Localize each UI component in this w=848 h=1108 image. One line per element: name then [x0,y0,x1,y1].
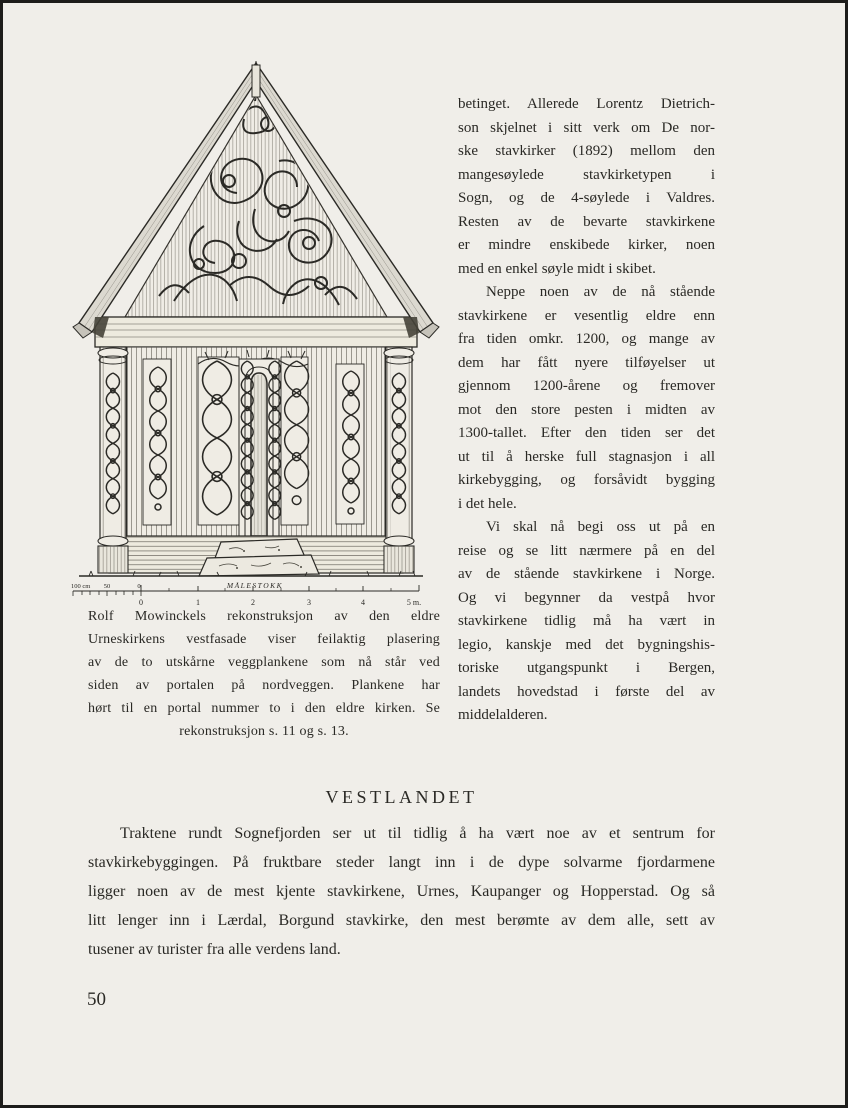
paragraph [458,281,715,516]
section-heading: VESTLANDET [325,787,478,807]
page-number: 50 [87,989,106,1010]
stave-church-facade-illustration [69,61,447,609]
text-line: Sogn, og de 4-søylede i Valdres. [458,190,715,206]
text-line: mangesøylede stavkirketypen i [458,166,715,183]
scale-bar [71,581,421,607]
scale-m-label-3: 3 [307,598,311,607]
scale-cm-label-0: 0 [137,583,141,590]
text-line: son skjelnet i sitt verk om De nor- [458,119,715,136]
paragraph [458,516,715,728]
scale-m-label-0: 0 [139,598,143,607]
text-line: stavkirkene er vesentlig eldre enn [458,307,715,324]
portal [239,359,281,536]
text-line: Traktene rundt Sognefjorden ser ut til tidlig å ha vært noe av et sentrum for [120,825,715,842]
text-line: ut til å herske full stagnasjon i all [458,448,715,465]
text-line: rekonstruksjon s. 11 og s. 13. [179,724,349,739]
text-line: i det hele. [458,495,517,512]
text-line: med en enkel søyle midt i skibet. [458,260,656,277]
ridge-post [252,65,260,97]
text-line: Og vi begynner da vestpå hvor [458,589,715,606]
text-line: Urneskirkens vestfasade viser feilaktig plasering [88,632,440,647]
body-text-column [458,93,715,728]
text-line: middelalderen. [458,707,548,723]
top-beam [95,317,417,347]
text-line: kirkebygging, og forsåvidt bygging [458,472,715,488]
text-line: mot den store pesten i midten av [458,401,715,418]
text-line: Vi skal nå begi oss ut på en [486,519,715,535]
text-line: betinget. Allerede Lorentz Dietrich- [458,96,715,112]
text-line: tusener av turister fra alle verdens land. [88,941,341,958]
scale-cm-label-100: 100 cm [71,583,91,590]
column-left [98,347,128,573]
text-line: ske stavkirker (1892) mellom den [458,143,715,159]
text-line: hørt til en portal nummer to i den eldre kirken. Se [88,701,440,716]
text-line: siden av portalen på nordveggen. Plankene har [88,678,440,693]
text-line: 1300-tallet. Efter den tiden ser det [458,425,715,441]
figure-urnes-facade-drawing [69,61,447,609]
text-line: landets hovedstad i første del av [458,683,715,700]
text-line: av de stående stavkirkene i Norge. [458,566,715,582]
text-line: gjennom 1200-årene og fremover [458,378,715,394]
column-right [384,347,414,573]
section-paragraph [88,819,715,964]
scale-m-label-1: 1 [196,598,200,607]
scale-m-label-2: 2 [251,598,255,607]
text-line: Neppe noen av de nå stående [486,284,715,300]
text-line: stavkirkebyggingen. På fruktbare steder langt inn i de dype solvarme fjordarmene [88,854,715,871]
text-line: stavkirkene tidlig må ha vært in [458,613,715,629]
figure-caption [88,605,440,743]
text-line: litt lenger inn i Lærdal, Borgund stavkirke, den mest berømte av dem alle, sett av [88,912,715,929]
text-line: dem har fått nyere tilføyelser ut [458,354,715,371]
scale-bar-title: MÅLESTOKK [226,581,284,590]
text-line: Resten av de bevarte stavkirkene [458,213,715,230]
text-line: av de to utskårne veggplankene som nå står ved [88,655,440,670]
text-line: legio, kanskje med det bygningshis- [458,636,715,653]
scale-cm-label-50: 50 [103,583,111,590]
text-line: Rolf Mowinckels rekonstruksjon av den eldre [88,609,440,624]
text-line: reise og se litt nærmere på en del [458,542,715,559]
scale-m-label-4: 4 [361,598,365,607]
text-line: fra tiden omkr. 1200, og mange av [458,331,715,347]
scale-m-label-5: 5 m. [406,598,422,607]
text-line: ligger noen av de mest kjente stavkirkene, Urnes, Kaupanger og Hopperstad. Og så [88,883,715,900]
text-line: er mindre enskibede kirker, noen [458,237,715,253]
text-line: toriske utgangspunkt i Bergen, [458,660,715,676]
paragraph [458,93,715,281]
